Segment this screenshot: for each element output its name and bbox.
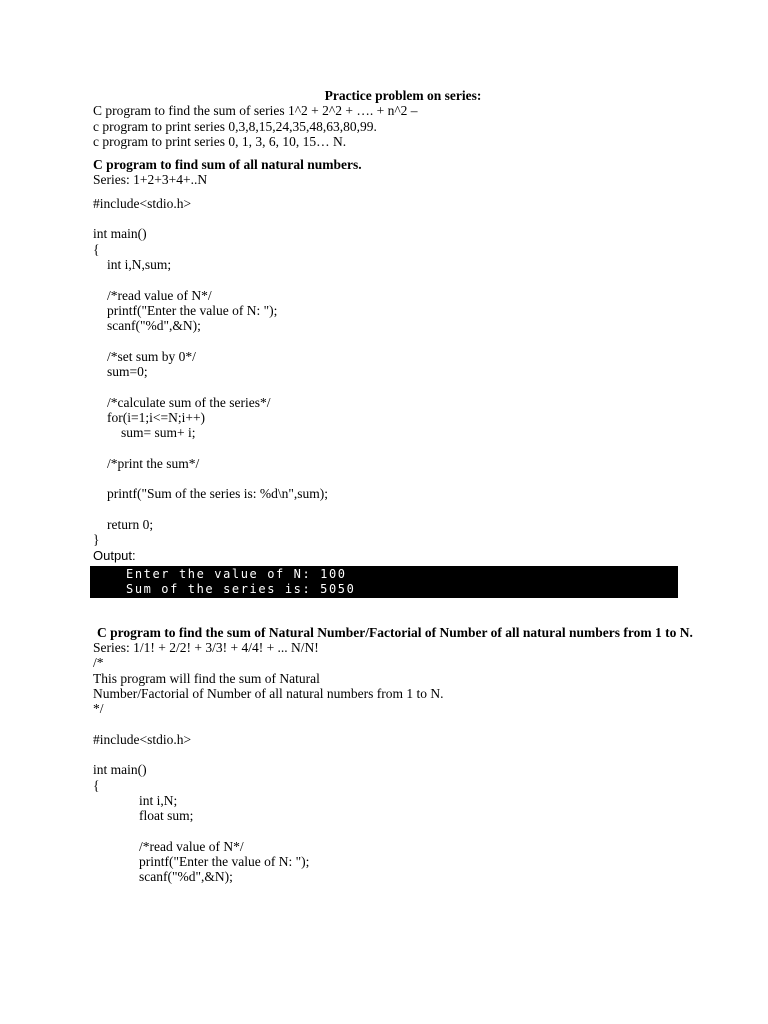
section1-code [93,196,693,548]
code-line: int i,N; [139,792,178,808]
code-line: int main() [93,762,147,778]
code-line: { [93,241,100,257]
code-line: for(i=1;i<=N;i++) [107,409,206,425]
comment-line: /* [93,655,104,671]
console-output [90,566,678,598]
console-line: Enter the value of N: 100 [126,566,347,581]
code-line: #include<stdio.h> [93,195,192,211]
code-line: sum=0; [107,364,148,380]
code-line: int i,N,sum; [107,256,172,272]
output-label: Output: [93,547,136,563]
code-line: printf("Sum of the series is: %d\n",sum); [107,486,328,502]
console-line: Sum of the series is: 5050 [126,582,356,597]
code-line: /*read value of N*/ [139,838,244,854]
code-line: scanf("%d",&N); [107,318,201,334]
series-link-1[interactable]: C program to find the sum of series 1^2 + 2^2 + …. + n^2 – [93,103,418,119]
code-line: printf("Enter the value of N: "); [139,854,310,870]
code-line: float sum; [139,808,194,824]
comment-line: This program will find the sum of Natural [93,670,320,686]
code-line: int main() [93,226,147,242]
code-line: /*read value of N*/ [107,287,212,303]
code-line: #include<stdio.h> [93,731,192,747]
code-line: { [93,777,100,793]
section1-heading: C program to find sum of all natural numbers. [93,157,362,173]
document-page [93,88,693,885]
comment-line: Number/Factorial of Number of all natural numbers from 1 to N. [93,685,444,701]
section2-heading: C program to find the sum of Natural Number/Factorial of Number of all natural numbers from 1 to N. [97,624,693,640]
code-line: /*calculate sum of the series*/ [107,394,271,410]
code-line: /*print the sum*/ [107,455,200,471]
comment-line: */ [93,701,104,717]
series-link-3[interactable]: c program to print series 0, 1, 3, 6, 10, 15… N. [93,133,347,149]
page-title: Practice problem on series: [324,88,482,103]
section2-series: Series: 1/1! + 2/2! + 3/3! + 4/4! + ... N/N! [93,639,319,655]
code-line: /*set sum by 0*/ [107,348,196,364]
code-line: printf("Enter the value of N: "); [107,302,278,318]
code-line: scanf("%d",&N); [139,869,233,885]
code-line: } [93,532,100,548]
series-link-2[interactable]: c program to print series 0,3,8,15,24,35,48,63,80,99. [93,118,377,134]
section1-series: Series: 1+2+3+4+..N [93,172,208,188]
section2-code [93,732,693,885]
code-line: sum= sum+ i; [121,425,196,441]
code-line: return 0; [107,517,154,533]
